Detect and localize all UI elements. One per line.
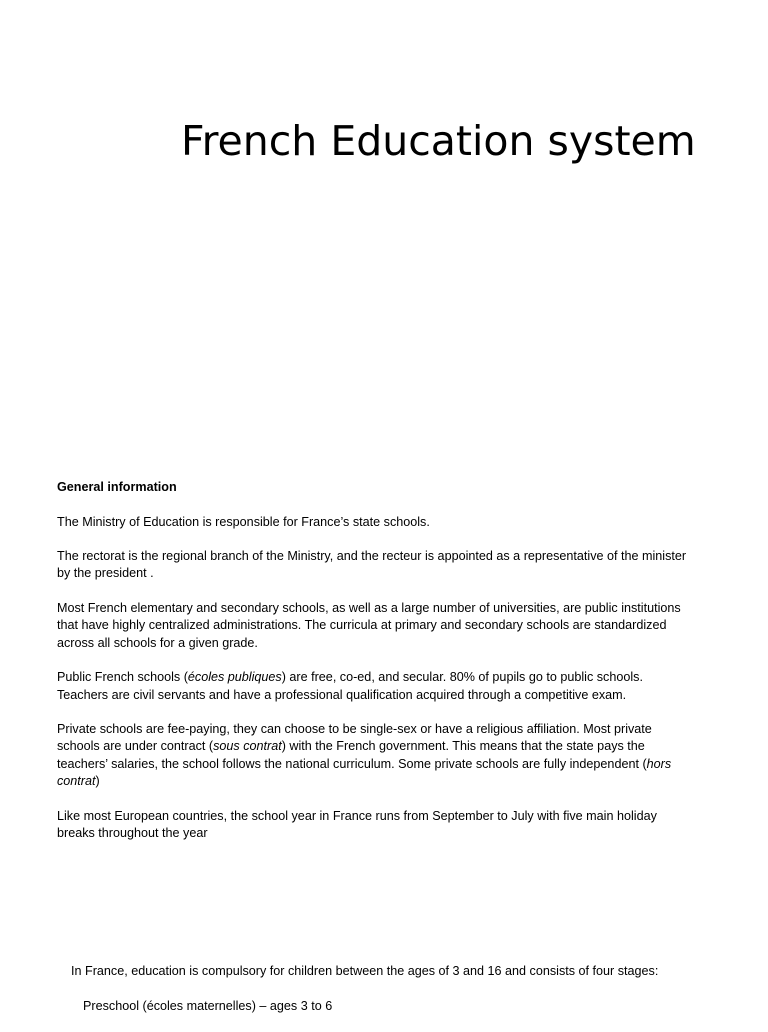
- document-title: French Education system: [181, 117, 696, 165]
- italic-term: sous contrat: [213, 739, 282, 754]
- paragraph-public-schools: [57, 669, 697, 704]
- education-stages-section: [71, 963, 691, 1032]
- section-heading: General information: [57, 480, 177, 494]
- paragraph-public-institutions: Most French elementary and secondary schools, as well as a large number of universities, are public institutions that have highly centralized administrations. The curricula at primary and secondary schools are standardized across all schools for a given grade.: [57, 601, 681, 650]
- italic-term: écoles publiques: [187, 670, 282, 685]
- general-information-section: [57, 479, 697, 860]
- paragraph-private-schools: [57, 721, 697, 790]
- italic-term: hors contrat: [57, 756, 672, 789]
- text-run: ) with the French government. This means that the state pays the teachers’ salaries, the school follows the national curriculum. Some private schools are fully independent (: [57, 739, 647, 771]
- text-run: ) are free, co-ed, and secular. 80% of pupils go to public schools. Teachers are civil servants and have a professional qualification acquired through a competitive exam.: [57, 670, 643, 702]
- text-run: Public French schools (: [57, 670, 188, 685]
- text-run: ): [95, 774, 100, 789]
- paragraph-ministry: The Ministry of Education is responsible for France’s state schools.: [57, 514, 430, 529]
- paragraph-school-year: Like most European countries, the school year in France runs from September to July with five main holiday breaks throughout the year: [57, 808, 657, 840]
- paragraph-rectorat: The rectorat is the regional branch of the Ministry, and the recteur is appointed as a representative of the minister by the president .: [57, 549, 687, 581]
- stage-item-preschool: Preschool (écoles maternelles) – ages 3 to 6: [83, 998, 333, 1013]
- paragraph-compulsory-education: In France, education is compulsory for children between the ages of 3 and 16 and consists of four stages:: [71, 964, 659, 978]
- text-run: Private schools are fee-paying, they can choose to be single-sex or have a religious affiliation. Most private schools are under contract (: [57, 722, 652, 754]
